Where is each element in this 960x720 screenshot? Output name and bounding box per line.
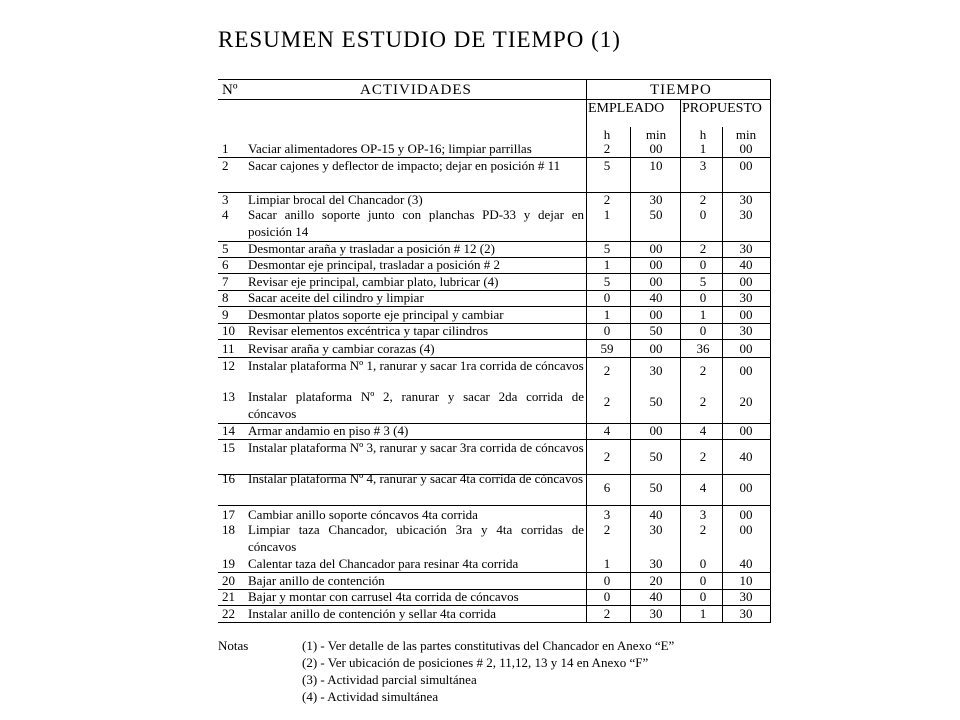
used-minutes-cell: 30 [649, 522, 663, 537]
used-minutes-cell: 30 [649, 556, 663, 571]
proposed-hours-cell: 2 [699, 241, 707, 256]
used-hours-cell: 0 [603, 323, 611, 338]
activity-cell: Revisar eje principal, cambiar plato, lubricar (4) [248, 274, 499, 289]
activity-cell: Instalar plataforma Nº 3, ranurar y sacar 3ra corrida de cóncavos [248, 440, 584, 455]
proposed-minutes-cell: 20 [739, 394, 753, 409]
used-minutes-cell: 10 [649, 158, 663, 173]
row-number: 2 [222, 158, 229, 173]
proposed-minutes-cell: 00 [739, 522, 753, 537]
proposed-minutes-cell: 30 [739, 606, 753, 621]
used-minutes-cell: 40 [649, 589, 663, 604]
row-number: 11 [222, 341, 235, 356]
activity-cell: Desmontar eje principal, trasladar a posición # 2 [248, 257, 500, 272]
proposed-hours-cell: 0 [699, 290, 707, 305]
proposed-minutes-cell: 30 [739, 323, 753, 338]
proposed-minutes-cell: 30 [739, 207, 753, 222]
proposed-hours-cell: 0 [699, 323, 707, 338]
used-hours-cell: 0 [603, 290, 611, 305]
used-hours-cell: 2 [603, 449, 611, 464]
proposed-minutes-cell: 00 [739, 341, 753, 356]
row-number: 17 [222, 507, 235, 522]
used-hours-cell: 5 [603, 241, 611, 256]
used-minutes-cell: 50 [649, 394, 663, 409]
proposed-hours-cell: 2 [699, 363, 707, 378]
used-minutes-cell: 00 [649, 241, 663, 256]
used-hours-cell: 2 [603, 522, 611, 537]
row-number: 22 [222, 606, 235, 621]
proposed-hours-cell: 2 [699, 522, 707, 537]
proposed-hours-cell: 3 [699, 507, 707, 522]
header-proposed: PROPUESTO [682, 101, 762, 116]
activities-divider [586, 79, 587, 623]
note-item: (3) - Actividad parcial simultánea [302, 672, 477, 687]
note-item: (4) - Actividad simultánea [302, 689, 439, 704]
proposed-minutes-cell: 00 [739, 507, 753, 522]
row-number: 18 [222, 522, 235, 537]
used-hours-cell: 2 [603, 192, 611, 207]
activity-cell: Limpiar taza Chancador, ubicación 3ra y 4ta corridas de cóncavos [248, 522, 584, 554]
used-minutes-cell: 00 [649, 274, 663, 289]
used-minutes-cell: 30 [649, 363, 663, 378]
used-hours-cell: 1 [603, 207, 611, 222]
used-minutes-cell: 30 [649, 192, 663, 207]
row-number: 6 [222, 257, 229, 272]
row-number: 4 [222, 207, 229, 222]
proposed-minutes-cell: 30 [739, 589, 753, 604]
row-number: 3 [222, 192, 229, 207]
row-number: 8 [222, 290, 229, 305]
activity-cell: Cambiar anillo soporte cóncavos 4ta corrida [248, 507, 478, 522]
used-minutes-cell: 50 [649, 480, 663, 495]
note-item: (2) - Ver ubicación de posiciones # 2, 11,12, 13 y 14 en Anexo “F” [302, 655, 649, 670]
used-hours-cell: 2 [603, 141, 611, 156]
row-number: 9 [222, 307, 229, 322]
row-number: 12 [222, 358, 235, 373]
activity-cell: Sacar aceite del cilindro y limpiar [248, 290, 424, 305]
used-hours-cell: 5 [603, 274, 611, 289]
proposed-minutes-cell: 00 [739, 480, 753, 495]
activity-cell: Instalar plataforma Nº 4, ranurar y sacar 4ta corrida de cóncavos [248, 471, 584, 486]
activity-cell: Desmontar araña y trasladar a posición # 12 (2) [248, 241, 495, 256]
proposed-minutes-cell: 40 [739, 556, 753, 571]
row-number: 20 [222, 573, 235, 588]
row-number: 1 [222, 141, 229, 156]
activity-cell: Sacar anillo soporte junto con planchas PD-33 y dejar en posición 14 [248, 207, 584, 239]
used-hours-cell: 2 [603, 394, 611, 409]
page-title: RESUMEN ESTUDIO DE TIEMPO (1) [218, 27, 621, 52]
proposed-minutes-cell: 40 [739, 449, 753, 464]
proposed-hours-cell: 0 [699, 573, 707, 588]
used-minutes-cell: 50 [649, 449, 663, 464]
activity-cell: Instalar anillo de contención y sellar 4ta corrida [248, 606, 496, 621]
used-minutes-cell: 20 [649, 573, 663, 588]
used-hours-cell: 2 [603, 606, 611, 621]
proposed-minutes-cell: 00 [739, 423, 753, 438]
proposed-divider [680, 99, 681, 623]
row-number: 16 [222, 471, 235, 486]
row-number: 13 [222, 389, 235, 404]
used-hours-cell: 59 [600, 341, 614, 356]
used-hours-cell: 3 [603, 507, 611, 522]
proposed-minutes-cell: 40 [739, 257, 753, 272]
proposed-minutes-cell: 00 [739, 307, 753, 322]
used-hours-cell: 1 [603, 556, 611, 571]
header-no: Nº [222, 82, 238, 98]
proposed-hours-cell: 0 [699, 556, 707, 571]
row-number: 19 [222, 556, 235, 571]
activity-cell: Calentar taza del Chancador para resinar 4ta corrida [248, 556, 519, 571]
activity-cell: Sacar cajones y deflector de impacto; dejar en posición # 11 [248, 158, 561, 173]
activity-cell: Vaciar alimentadores OP-15 y OP-16; limpiar parrillas [248, 141, 532, 156]
proposed-hours-cell: 1 [699, 606, 707, 621]
proposed-hours-cell: 1 [699, 307, 707, 322]
proposed-hours-cell: 2 [699, 394, 707, 409]
notes-label: Notas [218, 638, 249, 653]
row-rule [218, 622, 770, 623]
min-column-divider [630, 127, 631, 623]
used-hours-cell: 0 [603, 589, 611, 604]
proposed-hours-cell: 1 [699, 141, 707, 156]
used-minutes-cell: 00 [649, 341, 663, 356]
activity-cell: Desmontar platos soporte eje principal y cambiar [248, 307, 504, 322]
used-minutes-cell: 30 [649, 606, 663, 621]
proposed-hours-cell: 4 [699, 423, 707, 438]
row-number: 21 [222, 589, 235, 604]
row-number: 15 [222, 440, 235, 455]
header-used-min: min [645, 127, 667, 142]
activity-cell: Limpiar brocal del Chancador (3) [248, 192, 423, 207]
header-proposed-h: h [699, 127, 707, 142]
proposed-hours-cell: 2 [699, 192, 707, 207]
used-hours-cell: 5 [603, 158, 611, 173]
used-minutes-cell: 40 [649, 290, 663, 305]
proposed-hours-cell: 3 [699, 158, 707, 173]
used-minutes-cell: 00 [649, 257, 663, 272]
proposed-hours-cell: 0 [699, 207, 707, 222]
used-hours-cell: 4 [603, 423, 611, 438]
proposed-minutes-cell: 30 [739, 241, 753, 256]
used-hours-cell: 1 [603, 257, 611, 272]
proposed-minutes-cell: 10 [739, 573, 753, 588]
proposed-minutes-cell: 00 [739, 141, 753, 156]
proposed-hours-cell: 36 [696, 341, 710, 356]
used-hours-cell: 6 [603, 480, 611, 495]
used-minutes-cell: 00 [649, 307, 663, 322]
header-time: TIEMPO [650, 82, 712, 98]
table-top-rule [218, 79, 770, 80]
header-used-h: h [603, 127, 611, 142]
activity-cell: Bajar y montar con carrusel 4ta corrida de cóncavos [248, 589, 519, 604]
proposed-hours-cell: 0 [699, 257, 707, 272]
activity-cell: Armar andamio en piso # 3 (4) [248, 423, 409, 438]
proposed-hours-cell: 5 [699, 274, 707, 289]
row-number: 7 [222, 274, 229, 289]
proposed-minutes-cell: 00 [739, 363, 753, 378]
activity-cell: Revisar elementos excéntrica y tapar cilindros [248, 323, 489, 338]
used-minutes-cell: 50 [649, 207, 663, 222]
used-minutes-cell: 50 [649, 323, 663, 338]
used-minutes-cell: 00 [649, 141, 663, 156]
proposed-hours-cell: 2 [699, 449, 707, 464]
activity-cell: Instalar plataforma Nº 1, ranurar y sacar 1ra corrida de cóncavos [248, 358, 584, 373]
activity-cell: Revisar araña y cambiar corazas (4) [248, 341, 435, 356]
row-number: 5 [222, 241, 229, 256]
header-activities: ACTIVIDADES [360, 82, 472, 98]
used-minutes-cell: 00 [649, 423, 663, 438]
proposed-hours-cell: 0 [699, 589, 707, 604]
proposed-minutes-cell: 00 [739, 274, 753, 289]
activity-cell: Instalar plataforma Nº 2, ranurar y sacar 2da corrida de cóncavos [248, 389, 584, 421]
note-item: (1) - Ver detalle de las partes constitutivas del Chancador en Anexo “E” [302, 638, 675, 653]
proposed-minutes-cell: 00 [739, 158, 753, 173]
used-hours-cell: 1 [603, 307, 611, 322]
table-right-border [770, 79, 771, 623]
activity-cell: Bajar anillo de contención [248, 573, 385, 588]
proposed-min-divider [722, 127, 723, 623]
proposed-minutes-cell: 30 [739, 290, 753, 305]
used-hours-cell: 0 [603, 573, 611, 588]
proposed-hours-cell: 4 [699, 480, 707, 495]
used-hours-cell: 2 [603, 363, 611, 378]
header-proposed-min: min [735, 127, 757, 142]
row-number: 14 [222, 423, 235, 438]
row-number: 10 [222, 323, 235, 338]
proposed-minutes-cell: 30 [739, 192, 753, 207]
used-minutes-cell: 40 [649, 507, 663, 522]
header-used: EMPLEADO [588, 101, 665, 116]
header-bottom-rule [218, 99, 770, 100]
